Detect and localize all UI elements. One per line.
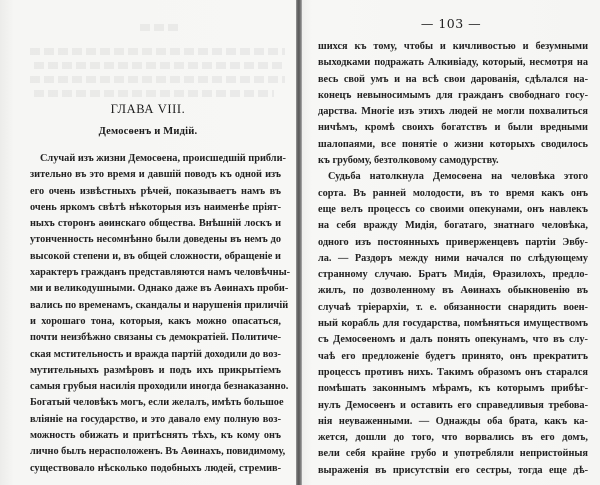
text-line: еще велъ процессъ со своими опекунами, онъ навлекъ <box>318 203 588 215</box>
text-line: ская мстительность и вражда партій доходили до воз- <box>30 348 281 360</box>
text-line: помѣшать законнымъ мѣрамъ, къ которымъ прибѣг- <box>318 383 588 395</box>
text-line: нулъ Демосѳенъ и оставить его справедливыя требова- <box>318 399 588 411</box>
chapter-subtitle: Демосѳенъ и Мидій. <box>98 126 198 137</box>
left-page <box>0 0 296 485</box>
text-line: на себя вражду Мидія, богатаго, знатнаго человѣка, <box>318 220 588 232</box>
text-line: жилъ, по дозволенному въ Аѳинахъ обыкновенію въ <box>318 285 588 297</box>
text-line: очень яркомъ свѣтѣ нѣкоторыя изъ наименѣе пріят- <box>30 201 281 213</box>
text-line: конецъ невыносимымъ для гражданъ свободнаго госу- <box>318 89 588 101</box>
bleed-through-text <box>34 90 274 97</box>
right-text-column <box>318 39 588 479</box>
text-line: ничѣмъ, кромѣ своихъ богатствъ и были вредными <box>318 122 588 134</box>
text-line: почти неизбѣжно связаны съ демократіей. Политиче- <box>30 332 281 344</box>
text-line: утонченность несомнѣнно были доведены въ немъ до <box>30 234 281 246</box>
text-line: жется, дошли до того, что ворвались въ его домъ, <box>318 432 588 444</box>
text-line: дарства. Многіе изъ этихъ людей не могли похвалиться <box>318 106 588 118</box>
text-line: весь свой умъ и на всѣ свои дарованія, сдѣлался на- <box>318 73 588 85</box>
text-line: къ грубому, безтолковому самодурству. <box>318 155 499 167</box>
text-line: вліяніе на государство, и это давало ему полную воз- <box>30 413 281 425</box>
text-line: Случай изъ жизни Демосѳена, происшедшій прибли- <box>40 153 286 164</box>
text-line: шалопаями, все понятіе о жизни которыхъ сводилось <box>318 138 588 150</box>
chapter-title: ГЛАВА VIII. <box>110 102 186 116</box>
text-line: чаѣ его предложеніе будетъ принято, онъ прекратитъ <box>318 350 588 362</box>
right-page <box>302 0 600 485</box>
text-line: Судьба натолкнула Демосѳена на человѣка этого <box>328 171 588 183</box>
text-line: ныхъ сторонъ аѳинскаго общества. Внѣшній лоскъ и <box>30 218 281 230</box>
text-line: характеръ гражданъ представляются намъ человѣчны- <box>30 267 291 279</box>
text-line: его очень извѣстныхъ рѣчей, показываетъ намъ въ <box>30 185 281 197</box>
bleed-through-text <box>30 48 285 55</box>
text-line: вались по временамъ, скандалы и нарушенія приличій <box>30 299 289 311</box>
text-line: выходками подражать Алкивіаду, который, несмотря на <box>318 57 588 69</box>
text-line: съ Демосѳеномъ и далъ понять опекунамъ, что въ слу- <box>318 334 588 346</box>
text-line: ми и великодушными. Однако даже въ Аѳинахъ проби- <box>30 283 289 295</box>
text-line: ный корабль для государства, помѣняться имуществомъ <box>318 318 588 330</box>
text-line: процессъ противъ нихъ. Такимъ образомъ онъ старался <box>318 366 588 378</box>
text-line: можность обижать и притѣснять тѣхъ, къ кому онъ <box>30 430 281 442</box>
text-line: зительно въ это время и давшій поводъ къ одной изъ <box>30 169 281 181</box>
text-line: нія неуваженными. — Однажды оба брата, какъ ка- <box>318 415 588 427</box>
text-line: Богатый человѣкъ могъ, если желалъ, имѣть большое <box>30 397 284 409</box>
text-line: сорта. Въ ранней молодости, въ то время какъ онъ <box>318 187 588 199</box>
page-number: — 103 — <box>420 16 482 31</box>
text-line: самыя грубыя насилія проходили иногда безнаказанно. <box>30 381 289 393</box>
bleed-through-text <box>30 76 285 83</box>
text-line: ла. — Раздоръ между ними начался по слѣдующему <box>318 252 588 264</box>
text-line: выраженія въ присутствіи его сестры, тогда еще дѣ- <box>318 464 588 476</box>
text-line: лично былъ нерасположенъ. Въ Аѳинахъ, повидимому, <box>30 446 286 458</box>
text-line: случаѣ тріерархіи, т. е. обязанности снарядить воен- <box>318 301 588 313</box>
left-text-column <box>30 151 291 477</box>
text-line: одного изъ постоянныхъ приверженцевъ партіи Эвбу- <box>318 236 588 248</box>
text-line: существовало нѣсколько подобныхъ людей, стремив- <box>30 462 281 474</box>
text-line: странному случаю. Братъ Мидія, Ѳразилохъ, предло- <box>318 269 588 281</box>
bleed-through-text <box>34 62 282 69</box>
bleed-through-text <box>140 24 180 31</box>
text-line: высокой степени и, въ общей сложности, обращеніе и <box>30 250 281 262</box>
text-line: и хорошаго тона, которыя, какъ можно опасаться, <box>30 315 281 327</box>
text-line: мутительныхъ размѣровъ и подъ ихъ прикрытіемъ <box>30 364 281 376</box>
text-line: шихся къ тому, чтобы и кичливостью и безумными <box>318 41 588 52</box>
text-line: вели себя крайне грубо и употребляли непристойныя <box>318 448 588 460</box>
